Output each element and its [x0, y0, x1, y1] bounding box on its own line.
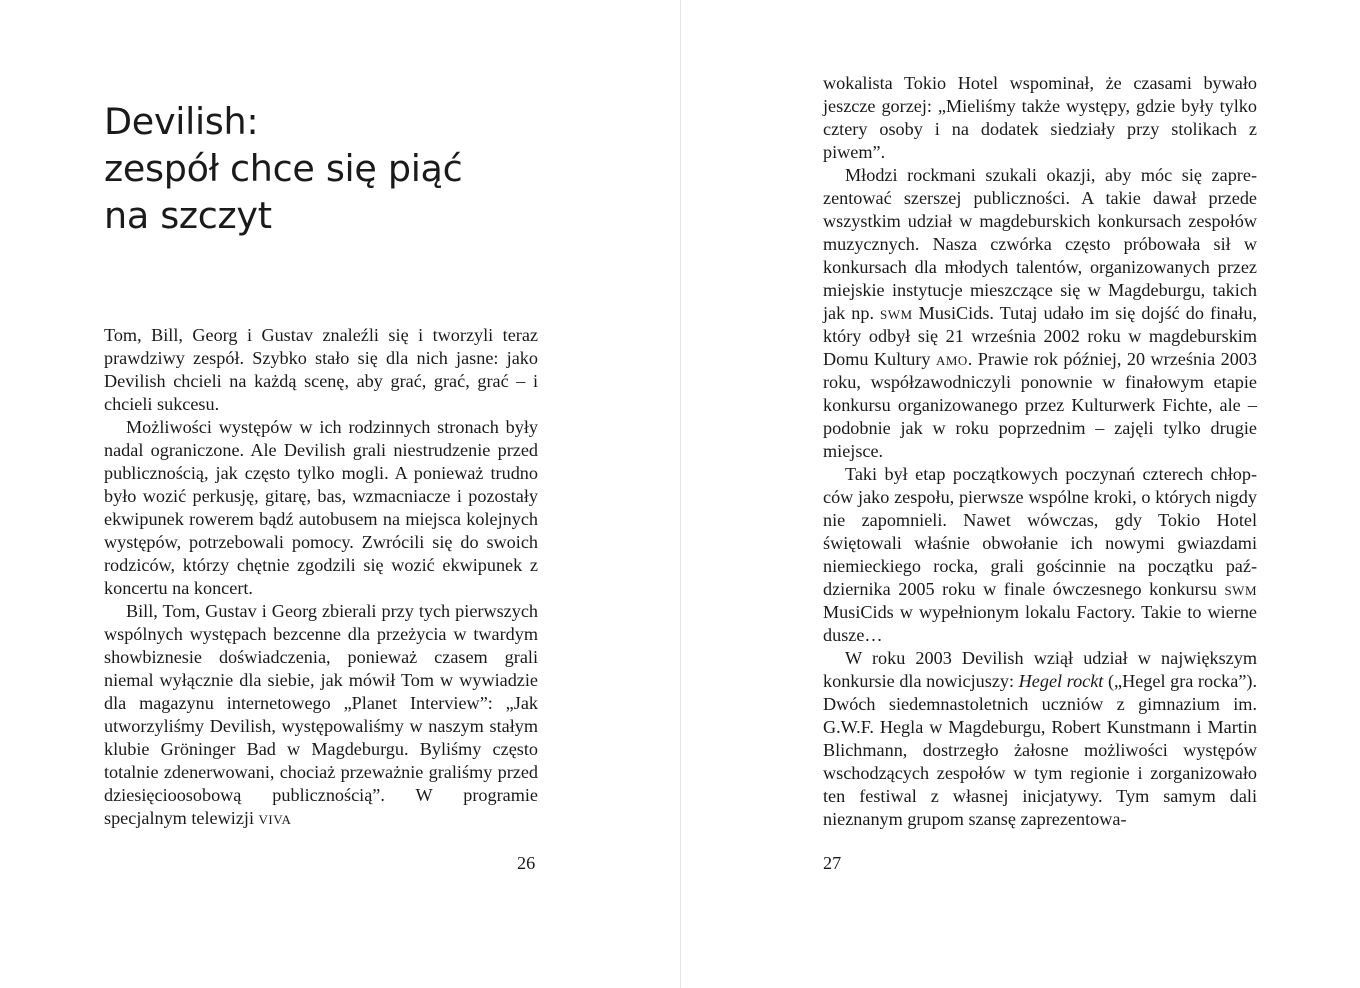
page-number-left: 26 — [517, 853, 536, 873]
right-paragraph-3-part-b: MusiCids w wypełnionym lokalu Factory. Takie to wierne dusze… — [823, 602, 1257, 645]
left-paragraph-2: Możliwości występów w ich rodzinnych stronach były nadal ograniczone. Ale Devilish grali niestrudzenie przed publicznością, jak często tylko mogli. A ponieważ trudno było wozić perkusję, gitarę, bas, wzmacniacze i pozostały ekwipunek rowerem bądź autobusem na miejsca kolejnych występów, potrzebowali pomocy. Zwrócili się do swoich rodziców, którzy chętnie zgodzili się wozić ekwipunek z koncertu na koncert. — [104, 417, 538, 598]
left-paragraph-1: Tom, Bill, Georg i Gustav znaleźli się i tworzyli teraz prawdziwy zespół. Szybko stało się dla nich jasne: jako Devilish chcieli na każdą scenę, aby grać, grać, grać – i chcieli sukcesu. — [104, 325, 538, 414]
chapter-title — [104, 98, 462, 239]
page-number-right: 27 — [823, 853, 842, 873]
right-paragraph-2-part-c: . Prawie rok później, 20 września 2003 roku, współzawodniczyli ponownie w finałowym etapie konkursu organizowanego przez Kulturwerk Fichte, ale – podobnie jak w roku poprzednim – zajęli tylko drugie miejsce. — [823, 349, 1257, 461]
right-paragraph-4-part-a: W roku 2003 Devilish wziął udział w największym konkursie dla nowicjuszy: — [823, 648, 1257, 691]
right-paragraph-2-part-b: MusiCids. Tutaj udało im się dojść do finału, który odbył się 21 września 2002 roku w magdeburskim Domu Kultury — [823, 303, 1257, 369]
organizer-abbrev-2: swm — [1224, 579, 1257, 599]
right-page — [681, 0, 1360, 988]
right-paragraph-3-part-a: Taki był etap początkowych poczynań czterech chłopców jako zespołu, pierwsze wspólne kroki, o których nigdy nie zapomnieli. Nawet wówczas, gdy Tokio Hotel świętowali właśnie obwołanie ich nowymi gwiazdami niemieckiego rocka, grali gościnnie na początku października 2005 roku w finale ówczesnego konkursu — [823, 464, 1257, 599]
right-paragraph-4-part-b: („Hegel gra rocka”). Dwóch siedemnastoletnich uczniów z gimnazium im. G.W.F. Hegla w Magdeburgu, Robert Kunstmann i Martin Blichmann, dostrzegło żałosne możliwości występów wschodzących zespołów w tym regionie i zorganizowało ten festiwal z własnej inicjatywy. Tym samym dali nieznanym grupom szansę zaprezentowa- — [823, 671, 1257, 829]
culture-house-abbrev: amo — [935, 349, 968, 369]
left-body-text — [104, 324, 538, 830]
left-paragraph-3 — [104, 600, 538, 830]
right-body-text — [823, 72, 1257, 831]
right-paragraph-2 — [823, 164, 1257, 463]
left-paragraph-3-text: Bill, Tom, Gustav i Georg zbierali przy tych pierwszych wspólnych występach bezcenne dla przeżycia w twardym showbiznesie doświadczenia, ponieważ czasem grali niemal wyłącznie dla siebie, jak mówił Tom w wywiadzie dla magazynu internetowego „Planet Interview”: „Jak utworzyliśmy Devilish, występowaliśmy w naszym stałym klubie Gröninger Bad w Magdeburgu. Byliśmy często totalnie zdenerwowani, chociaż przeważnie graliśmy przed dziesięcioosobową publicznością”. W programie specjalnym telewizji — [104, 601, 538, 828]
festival-name: Hegel rockt — [1018, 671, 1104, 691]
tv-station-name: viva — [258, 808, 292, 828]
chapter-title-line-1: Devilish: — [104, 100, 259, 143]
chapter-title-line-2: zespół chce się piąć — [104, 147, 463, 190]
right-paragraph-2-part-a: Młodzi rockmani szukali okazji, aby móc się zaprezentować szerszej publiczności. A takie dawał przede wszystkim udział w magdeburskich konkursach zespołów muzycznych. Nasza czwórka często próbowała sił w konkursach dla młodych talentów, organizowanych przez miejskie instytucje mieszczące się w Magdeburgu, takich jak np. — [823, 165, 1257, 323]
chapter-title-line-3: na szczyt — [104, 194, 272, 237]
right-paragraph-3 — [823, 463, 1257, 647]
organizer-abbrev: swm — [880, 303, 913, 323]
right-paragraph-4 — [823, 647, 1257, 831]
right-paragraph-1: wokalista Tokio Hotel wspominał, że czasami bywało jeszcze gorzej: „Mieliśmy także występy, gdzie były tylko cztery osoby i na dodatek siedziały przy stolikach z piwem”. — [823, 73, 1257, 162]
